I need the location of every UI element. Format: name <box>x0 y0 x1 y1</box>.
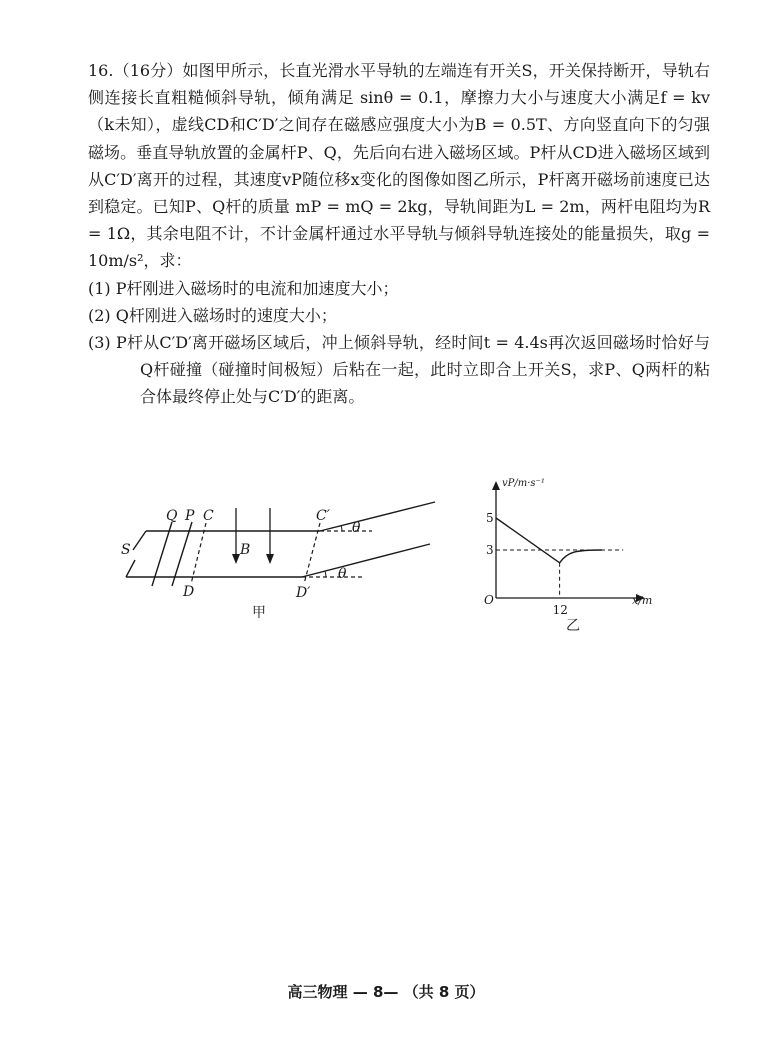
x-axis-label: x/m <box>632 594 653 607</box>
label-s: S <box>121 542 131 558</box>
x-tick-label-12: 12 <box>552 603 568 617</box>
caption-jia: 甲 <box>252 605 266 621</box>
problem-16 <box>88 57 710 411</box>
question-1: (1) P杆刚进入磁场时的电流和加速度大小； <box>88 278 399 298</box>
label-d: D <box>183 584 195 600</box>
question-2: (2) Q杆刚进入磁场时的速度大小； <box>88 305 337 325</box>
question-3: (3) P杆从C′D′离开磁场区域后，冲上倾斜导轨，经时间t = 4.4s再次返回磁场时恰好与Q杆碰撞（碰撞时间极短）后粘在一起，此时立即合上开关S，求P、Q两杆的粘合体最终停止处与C′D′的距离。 <box>88 333 710 407</box>
figure-yi-graph <box>0 470 772 650</box>
label-b: B <box>240 542 251 558</box>
label-d-prime: D′ <box>296 585 311 601</box>
label-theta-bottom: θ <box>338 566 347 582</box>
origin-label: O <box>484 593 494 607</box>
series-line-0 <box>496 518 602 563</box>
label-q: Q <box>166 508 178 524</box>
label-p: P <box>185 508 195 524</box>
figures <box>0 470 772 650</box>
caption-yi: 乙 <box>566 618 580 634</box>
label-c: C <box>203 508 214 524</box>
label-theta-top: θ <box>352 520 361 536</box>
y-tick-label-3: 3 <box>486 543 494 557</box>
page-footer: 高三物理 — 8— （共 8 页） <box>287 983 485 1001</box>
y-axis-label: vP/m·s⁻¹ <box>502 478 545 489</box>
y-axis-arrow <box>492 481 500 490</box>
problem-intro: 16.（16分）如图甲所示，长直光滑水平导轨的左端连有开关S，开关保持断开，导轨右侧连接长直粗糙倾斜导轨，倾角满足 sinθ = 0.1，摩擦力大小与速度大小满足f = kv（k未知），虚线CD和C′D′之间存在磁感应强度大小为B = 0.5T、方向竖直向下的匀强磁场。垂直导轨放置的金属杆P、Q，先后向右进入磁场区域。P杆从CD进入磁场区域到从C′D′离开的过程，其速度vP随位移x变化的图像如图乙所示，P杆离开磁场前速度已达到稳定。已知P、Q杆的质量 mP = mQ = 2kg，导轨间距为L = 2m，两杆电阻均为R = 1Ω，其余电阻不计，不计金属杆通过水平导轨与倾斜导轨连接处的能量损失，取g = 10m/s²，求： <box>88 61 710 271</box>
y-tick-label-5: 5 <box>486 511 494 525</box>
label-c-prime: C′ <box>316 508 330 524</box>
